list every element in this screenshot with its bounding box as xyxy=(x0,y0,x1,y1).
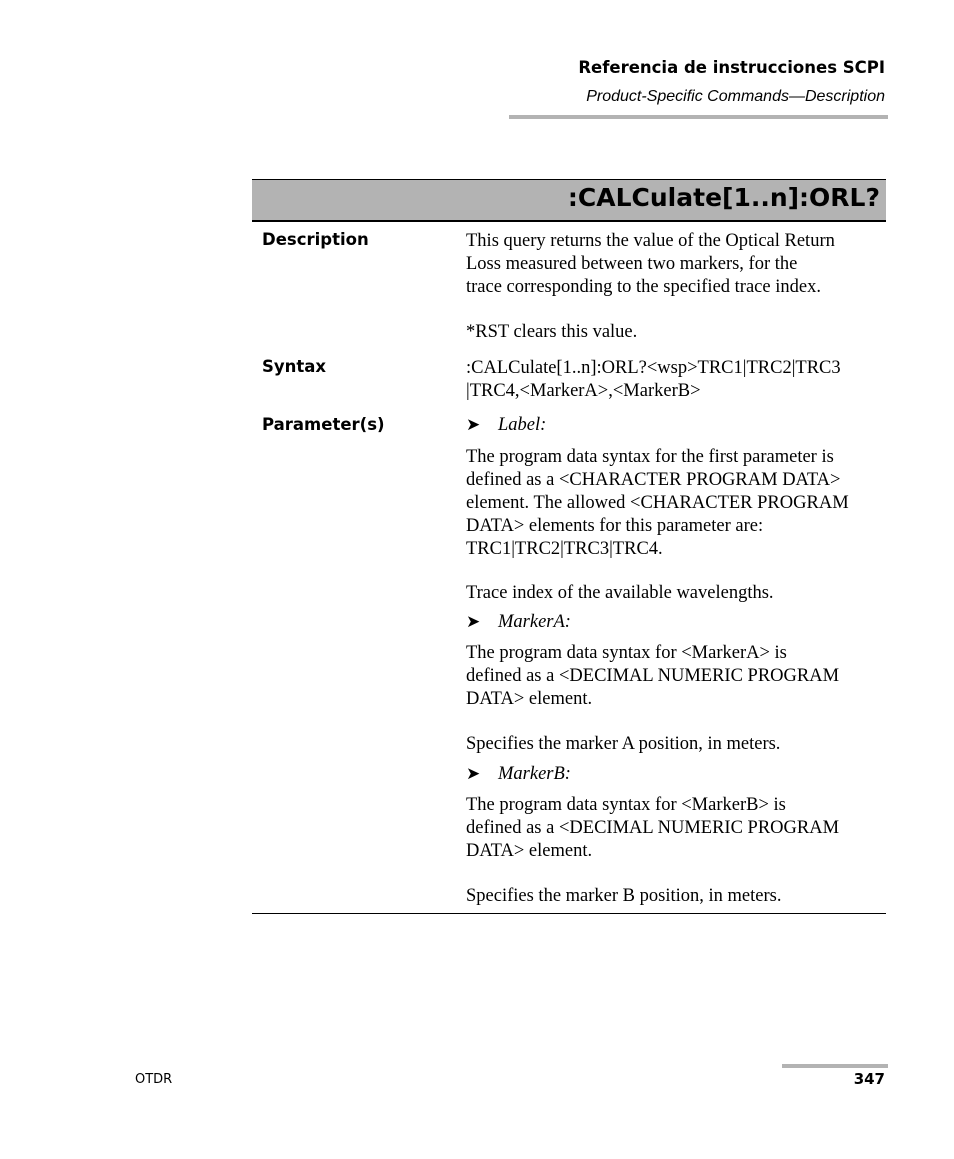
param-line: defined as a <DECIMAL NUMERIC PROGRAM xyxy=(466,818,840,838)
description-text xyxy=(466,230,886,299)
page-number: 347 xyxy=(853,1070,885,1088)
param-line: TRC1|TRC2|TRC3|TRC4. xyxy=(466,539,663,559)
param-label-note: Trace index of the available wavelengths. xyxy=(466,583,774,603)
footer-rule xyxy=(782,1064,888,1068)
param-label-text xyxy=(466,446,886,561)
param-line: The program data syntax for <MarkerB> is xyxy=(466,795,786,815)
param-markerb-note: Specifies the marker B position, in meters. xyxy=(466,886,782,906)
param-line: DATA> element. xyxy=(466,841,593,861)
parameters-label: Parameter(s) xyxy=(262,415,385,434)
description-note: *RST clears this value. xyxy=(466,322,638,342)
footer-product-name: OTDR xyxy=(135,1072,173,1087)
syntax-line: |TRC4,<MarkerA>,<MarkerB> xyxy=(466,381,701,401)
param-name: Label: xyxy=(498,415,547,435)
description-line: This query returns the value of the Optical Return xyxy=(466,231,835,251)
param-markera-heading xyxy=(466,612,571,633)
param-line: DATA> element. xyxy=(466,689,593,709)
param-label-heading xyxy=(466,415,546,436)
param-markerb-text xyxy=(466,794,886,863)
param-line: defined as a <CHARACTER PROGRAM DATA> xyxy=(466,470,841,490)
command-title: :CALCulate[1..n]:ORL? xyxy=(567,183,880,212)
param-name: MarkerA: xyxy=(498,612,571,632)
syntax-label: Syntax xyxy=(262,357,327,376)
command-title-bar xyxy=(252,179,886,222)
param-name: MarkerB: xyxy=(498,764,571,784)
param-markera-text xyxy=(466,642,886,711)
param-markera-note: Specifies the marker A position, in meters. xyxy=(466,734,781,754)
param-line: DATA> elements for this parameter are: xyxy=(466,516,764,536)
running-header-title: Referencia de instrucciones SCPI xyxy=(578,58,885,77)
syntax-line: :CALCulate[1..n]:ORL?<wsp>TRC1|TRC2|TRC3 xyxy=(466,358,841,378)
param-line: element. The allowed <CHARACTER PROGRAM xyxy=(466,493,849,513)
arrow-bullet-icon: ➤ xyxy=(466,415,481,435)
running-header-subtitle: Product-Specific Commands—Description xyxy=(586,88,885,105)
header-rule xyxy=(509,115,888,119)
description-line: Loss measured between two markers, for the xyxy=(466,254,798,274)
syntax-text xyxy=(466,357,886,403)
description-line: trace corresponding to the specified trace index. xyxy=(466,277,821,297)
table-bottom-rule xyxy=(252,913,886,914)
param-line: The program data syntax for <MarkerA> is xyxy=(466,643,787,663)
param-line: defined as a <DECIMAL NUMERIC PROGRAM xyxy=(466,666,840,686)
description-label: Description xyxy=(262,230,369,249)
param-markerb-heading xyxy=(466,764,571,785)
param-line: The program data syntax for the first parameter is xyxy=(466,447,834,467)
arrow-bullet-icon: ➤ xyxy=(466,612,481,632)
arrow-bullet-icon: ➤ xyxy=(466,764,481,784)
